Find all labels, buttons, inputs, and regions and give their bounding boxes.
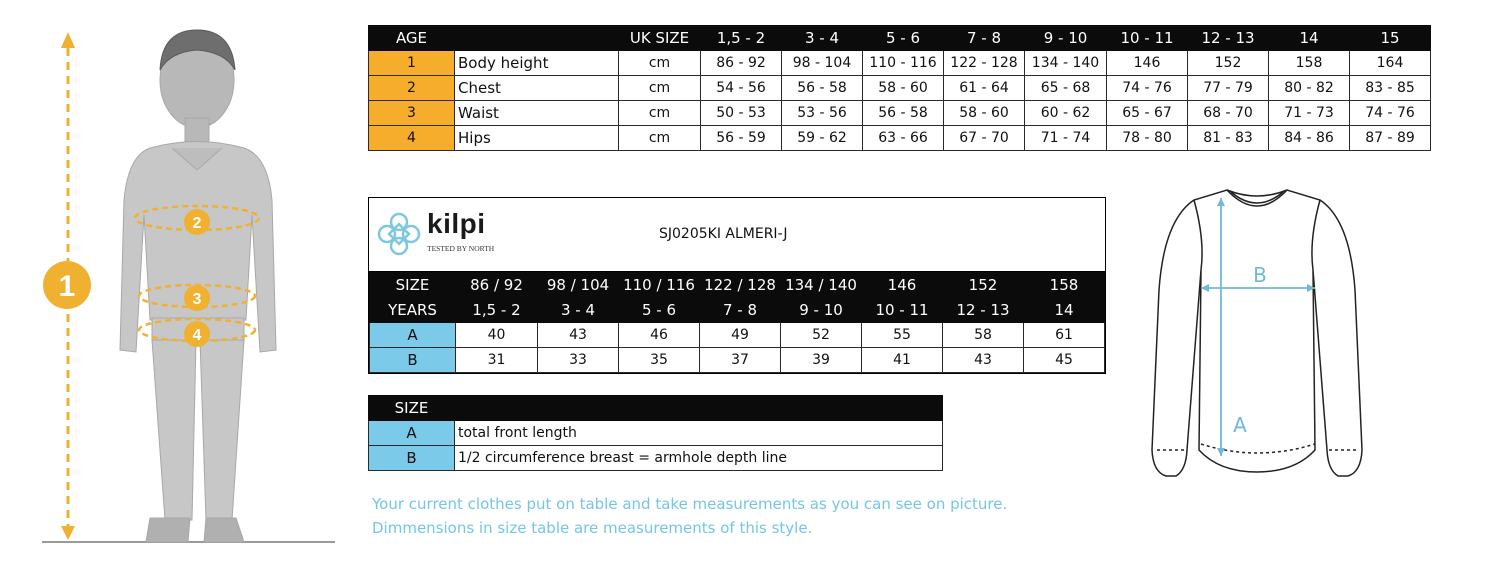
row-label: Waist	[455, 101, 619, 126]
header-cell: 12 - 13	[1188, 26, 1269, 51]
table-cell: 46	[619, 323, 700, 348]
header-age: AGE	[369, 26, 455, 51]
row-number: 3	[369, 101, 455, 126]
note-line-1: Your current clothes put on table and take measurements as you can see on picture.	[372, 495, 1008, 513]
table-cell: 56 - 58	[782, 76, 863, 101]
years-cell: 3 - 4	[538, 298, 619, 323]
child-figure-illustration	[0, 0, 345, 567]
table-cell: 164	[1350, 51, 1431, 76]
table-cell: 61 - 64	[944, 76, 1025, 101]
table-cell: 50 - 53	[701, 101, 782, 126]
header-cell: 9 - 10	[1025, 26, 1107, 51]
header-cell: 14	[1269, 26, 1350, 51]
header-cell: 10 - 11	[1107, 26, 1188, 51]
size-cell: 122 / 128	[700, 273, 781, 298]
row-unit: cm	[619, 101, 701, 126]
table-cell: 33	[538, 348, 619, 373]
row-label: Chest	[455, 76, 619, 101]
table-cell: 54 - 56	[701, 76, 782, 101]
size-cell: 152	[943, 273, 1024, 298]
product-code: SJ0205KI ALMERI-J	[659, 226, 788, 242]
marker-2-text: 2	[192, 215, 202, 232]
table-cell: 67 - 70	[944, 126, 1025, 151]
legend-header: SIZE	[369, 396, 455, 421]
header-uk-size: UK SIZE	[619, 26, 701, 51]
header-cell: 7 - 8	[944, 26, 1025, 51]
legend-desc: 1/2 circumference breast = armhole depth line	[455, 446, 943, 471]
table-cell: 43	[538, 323, 619, 348]
brand-name: kilpi	[427, 208, 486, 239]
table-cell: 63 - 66	[863, 126, 944, 151]
table-cell: 98 - 104	[782, 51, 863, 76]
table-row	[369, 51, 1431, 76]
table-cell: 56 - 59	[701, 126, 782, 151]
table-cell: 74 - 76	[1350, 101, 1431, 126]
legend-desc: total front length	[455, 421, 943, 446]
table-cell: 77 - 79	[1188, 76, 1269, 101]
row-label: Hips	[455, 126, 619, 151]
table-cell: 71 - 73	[1269, 101, 1350, 126]
table-cell: 49	[700, 323, 781, 348]
years-cell: 7 - 8	[700, 298, 781, 323]
table-cell: 58 - 60	[944, 101, 1025, 126]
shirt-measure-arrows	[1201, 198, 1315, 456]
product-size-table	[368, 197, 1106, 374]
marker-1-text: 1	[58, 270, 76, 303]
row-unit: cm	[619, 126, 701, 151]
size-cell: 134 / 140	[781, 273, 862, 298]
table-row	[369, 76, 1431, 101]
header-cell: 1,5 - 2	[701, 26, 782, 51]
shirt-label-a: A	[1233, 413, 1247, 437]
legend-key: A	[369, 421, 455, 446]
table-cell: 65 - 67	[1107, 101, 1188, 126]
table-cell: 37	[700, 348, 781, 373]
table-cell: 146	[1107, 51, 1188, 76]
table-cell: 53 - 56	[782, 101, 863, 126]
table-cell: 122 - 128	[944, 51, 1025, 76]
years-cell: 5 - 6	[619, 298, 700, 323]
header-blank	[455, 26, 619, 51]
table-cell: 61	[1024, 323, 1105, 348]
size-cell: 86 / 92	[456, 273, 538, 298]
row-unit: cm	[619, 51, 701, 76]
table-cell: 65 - 68	[1025, 76, 1107, 101]
table-cell: 43	[943, 348, 1024, 373]
brand-header	[369, 198, 1105, 272]
table-cell: 86 - 92	[701, 51, 782, 76]
table-cell: 80 - 82	[1269, 76, 1350, 101]
size-cell: 146	[862, 273, 943, 298]
header-cell: 3 - 4	[782, 26, 863, 51]
years-cell: 14	[1024, 298, 1105, 323]
table-row	[370, 348, 1105, 373]
table-cell: 74 - 76	[1107, 76, 1188, 101]
table-header-row	[369, 26, 1431, 51]
table-row	[369, 126, 1431, 151]
legend-row	[369, 421, 943, 446]
size-cell: 158	[1024, 273, 1105, 298]
table-cell: 56 - 58	[863, 101, 944, 126]
years-cell: 1,5 - 2	[456, 298, 538, 323]
table-cell: 68 - 70	[1188, 101, 1269, 126]
table-cell: 55	[862, 323, 943, 348]
kilpi-knot-icon	[375, 210, 423, 258]
years-cell: 12 - 13	[943, 298, 1024, 323]
row-label: Body height	[455, 51, 619, 76]
size-row	[370, 273, 1105, 298]
table-cell: 134 - 140	[1025, 51, 1107, 76]
table-cell: 41	[862, 348, 943, 373]
shirt-label-b: B	[1253, 263, 1267, 287]
table-cell: 81 - 83	[1188, 126, 1269, 151]
table-cell: 152	[1188, 51, 1269, 76]
brand-tagline: TESTED BY NORTH	[427, 244, 495, 253]
table-cell: 59 - 62	[782, 126, 863, 151]
table-cell: 158	[1269, 51, 1350, 76]
table-row	[369, 101, 1431, 126]
row-unit: cm	[619, 76, 701, 101]
note-line-2: Dimmensions in size table are measurements of this style.	[372, 519, 813, 537]
legend-key: B	[369, 446, 455, 471]
table-cell: 60 - 62	[1025, 101, 1107, 126]
table-cell: 87 - 89	[1350, 126, 1431, 151]
table-row	[370, 323, 1105, 348]
legend-table	[368, 395, 943, 471]
table-cell: 31	[456, 348, 538, 373]
size-label: SIZE	[370, 273, 456, 298]
table-cell: 83 - 85	[1350, 76, 1431, 101]
header-cell: 15	[1350, 26, 1431, 51]
table-cell: 35	[619, 348, 700, 373]
shirt-outline	[1152, 190, 1362, 476]
table-cell: 58	[943, 323, 1024, 348]
size-cell: 110 / 116	[619, 273, 700, 298]
row-number: 1	[369, 51, 455, 76]
years-cell: 10 - 11	[862, 298, 943, 323]
table-cell: 58 - 60	[863, 76, 944, 101]
years-cell: 9 - 10	[781, 298, 862, 323]
table-cell: 84 - 86	[1269, 126, 1350, 151]
years-row	[370, 298, 1105, 323]
row-label: A	[370, 323, 456, 348]
row-label: B	[370, 348, 456, 373]
header-cell: 5 - 6	[863, 26, 944, 51]
age-size-table	[368, 25, 1431, 151]
table-cell: 39	[781, 348, 862, 373]
size-cell: 98 / 104	[538, 273, 619, 298]
years-label: YEARS	[370, 298, 456, 323]
legend-header-row	[369, 396, 943, 421]
row-number: 4	[369, 126, 455, 151]
table-cell: 45	[1024, 348, 1105, 373]
table-cell: 40	[456, 323, 538, 348]
legend-row	[369, 446, 943, 471]
table-cell: 78 - 80	[1107, 126, 1188, 151]
marker-4-text: 4	[192, 327, 202, 344]
shirt-diagram	[1145, 180, 1370, 480]
product-table	[369, 272, 1105, 373]
table-cell: 71 - 74	[1025, 126, 1107, 151]
table-cell: 52	[781, 323, 862, 348]
marker-3-text: 3	[192, 291, 202, 308]
row-number: 2	[369, 76, 455, 101]
table-cell: 110 - 116	[863, 51, 944, 76]
